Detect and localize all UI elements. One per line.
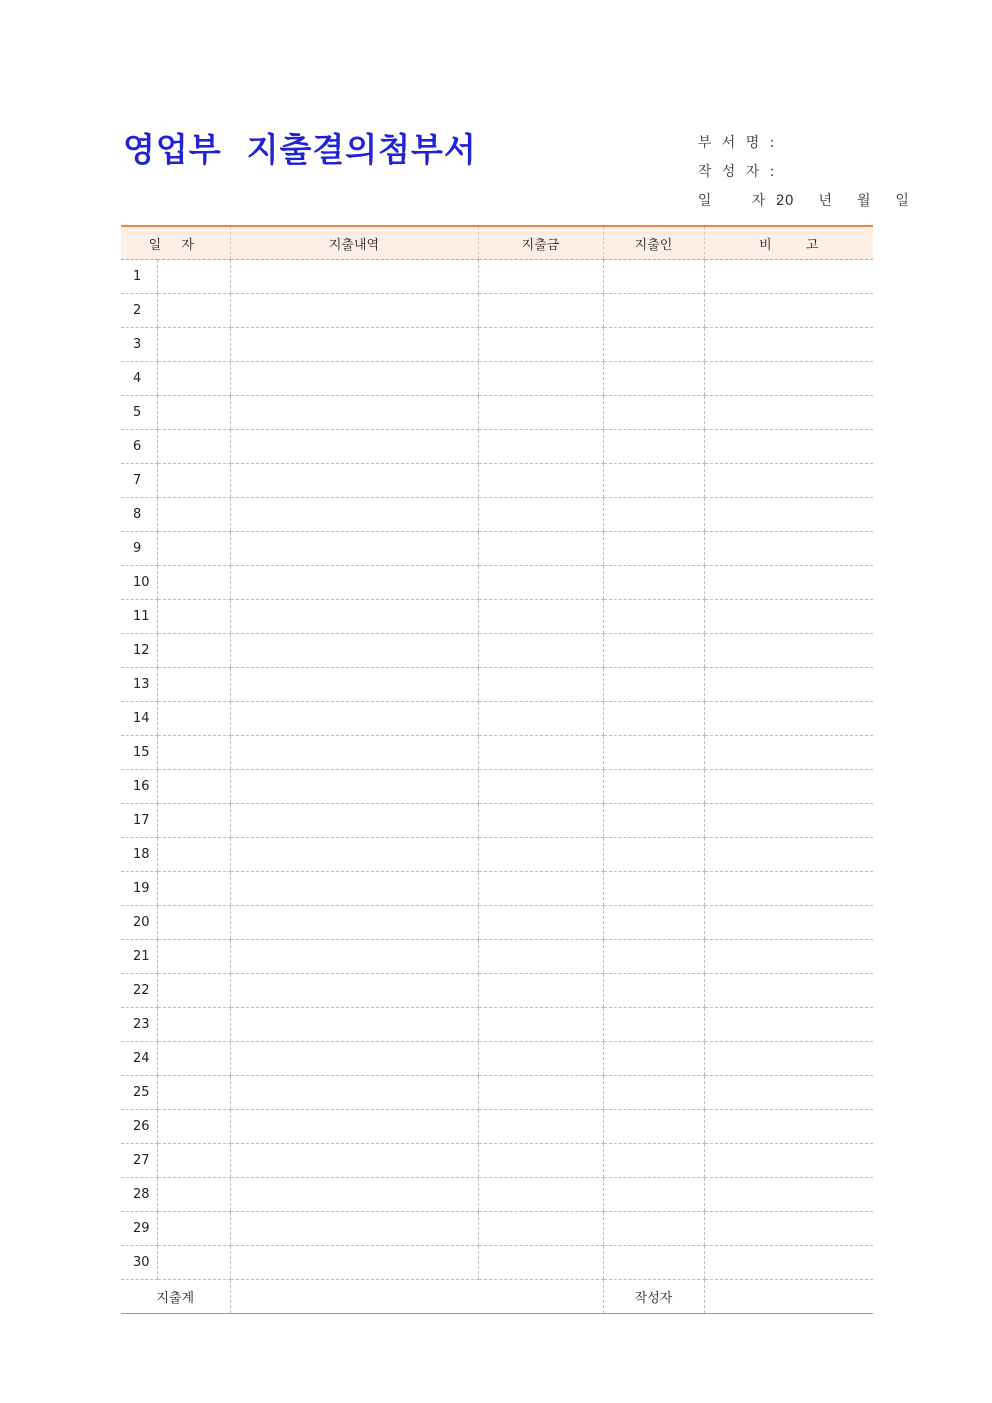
date-cell[interactable]: [157, 1110, 230, 1144]
remarks-cell[interactable]: [704, 1076, 873, 1110]
description-cell[interactable]: [230, 498, 478, 532]
spender-cell[interactable]: [603, 1178, 704, 1212]
table-row: [121, 940, 873, 974]
expense-table: [121, 225, 873, 1314]
spender-cell[interactable]: [603, 940, 704, 974]
table-row: [121, 634, 873, 668]
header-description: 지출내역: [230, 226, 478, 260]
amount-cell[interactable]: [478, 260, 603, 294]
amount-cell[interactable]: [478, 1212, 603, 1246]
row-number: 18: [121, 838, 157, 872]
amount-cell[interactable]: [478, 1178, 603, 1212]
row-number: 5: [121, 396, 157, 430]
amount-cell[interactable]: [478, 1008, 603, 1042]
description-cell[interactable]: [230, 736, 478, 770]
total-label: 지출계: [121, 1280, 230, 1314]
row-number: 29: [121, 1212, 157, 1246]
row-number: 16: [121, 770, 157, 804]
header-spender: 지출인: [603, 226, 704, 260]
amount-cell[interactable]: [478, 940, 603, 974]
table-body: [121, 260, 873, 1314]
total-writer-cell[interactable]: [704, 1280, 873, 1314]
row-number: 3: [121, 328, 157, 362]
spender-cell[interactable]: [603, 430, 704, 464]
amount-cell[interactable]: [478, 328, 603, 362]
remarks-cell[interactable]: [704, 736, 873, 770]
description-cell[interactable]: [230, 1144, 478, 1178]
remarks-cell[interactable]: [704, 430, 873, 464]
remarks-cell[interactable]: [704, 668, 873, 702]
date-cell[interactable]: [157, 770, 230, 804]
amount-cell[interactable]: [478, 1144, 603, 1178]
remarks-cell[interactable]: [704, 838, 873, 872]
amount-cell[interactable]: [478, 396, 603, 430]
amount-cell[interactable]: [478, 1076, 603, 1110]
date-cell[interactable]: [157, 362, 230, 396]
amount-cell[interactable]: [478, 974, 603, 1008]
row-number: 1: [121, 260, 157, 294]
spender-cell[interactable]: [603, 1246, 704, 1280]
date-cell[interactable]: [157, 974, 230, 1008]
table-row: [121, 1212, 873, 1246]
spender-cell[interactable]: [603, 464, 704, 498]
remarks-cell[interactable]: [704, 770, 873, 804]
amount-cell[interactable]: [478, 566, 603, 600]
spender-cell[interactable]: [603, 1076, 704, 1110]
row-number: 15: [121, 736, 157, 770]
table-row: [121, 328, 873, 362]
description-cell[interactable]: [230, 430, 478, 464]
description-cell[interactable]: [230, 906, 478, 940]
table-row: [121, 736, 873, 770]
table-row: [121, 396, 873, 430]
description-cell[interactable]: [230, 1212, 478, 1246]
description-cell[interactable]: [230, 1246, 478, 1280]
remarks-cell[interactable]: [704, 600, 873, 634]
row-number: 11: [121, 600, 157, 634]
remarks-cell[interactable]: [704, 1042, 873, 1076]
total-amount-cell[interactable]: [230, 1280, 603, 1314]
date-cell[interactable]: [157, 804, 230, 838]
amount-cell[interactable]: [478, 736, 603, 770]
amount-cell[interactable]: [478, 532, 603, 566]
remarks-cell[interactable]: [704, 532, 873, 566]
amount-cell[interactable]: [478, 702, 603, 736]
row-number: 14: [121, 702, 157, 736]
spender-cell[interactable]: [603, 396, 704, 430]
remarks-cell[interactable]: [704, 634, 873, 668]
table-row: [121, 1076, 873, 1110]
amount-cell[interactable]: [478, 838, 603, 872]
date-cell[interactable]: [157, 430, 230, 464]
dept-label: 부 서 명 :: [697, 135, 778, 151]
table-row: [121, 600, 873, 634]
description-cell[interactable]: [230, 872, 478, 906]
table-row: [121, 872, 873, 906]
description-cell[interactable]: [230, 396, 478, 430]
description-cell[interactable]: [230, 566, 478, 600]
spender-cell[interactable]: [603, 328, 704, 362]
description-cell[interactable]: [230, 770, 478, 804]
amount-cell[interactable]: [478, 668, 603, 702]
description-cell[interactable]: [230, 940, 478, 974]
spender-cell[interactable]: [603, 566, 704, 600]
row-number: 10: [121, 566, 157, 600]
row-number: 4: [121, 362, 157, 396]
row-number: 7: [121, 464, 157, 498]
row-number: 9: [121, 532, 157, 566]
date-cell[interactable]: [157, 294, 230, 328]
date-cell[interactable]: [157, 1008, 230, 1042]
row-number: 2: [121, 294, 157, 328]
description-cell[interactable]: [230, 532, 478, 566]
amount-cell[interactable]: [478, 634, 603, 668]
spender-cell[interactable]: [603, 1110, 704, 1144]
date-cell[interactable]: [157, 872, 230, 906]
spender-cell[interactable]: [603, 1144, 704, 1178]
date-cell[interactable]: [157, 532, 230, 566]
spender-cell[interactable]: [603, 804, 704, 838]
row-number: 19: [121, 872, 157, 906]
description-cell[interactable]: [230, 1008, 478, 1042]
date-cell[interactable]: [157, 1042, 230, 1076]
date-cell[interactable]: [157, 1144, 230, 1178]
amount-cell[interactable]: [478, 600, 603, 634]
spender-cell[interactable]: [603, 260, 704, 294]
spender-cell[interactable]: [603, 872, 704, 906]
table-row: [121, 362, 873, 396]
spender-cell[interactable]: [603, 600, 704, 634]
date-cell[interactable]: [157, 838, 230, 872]
remarks-cell[interactable]: [704, 1008, 873, 1042]
date-value: 20 년 월 일: [775, 193, 909, 209]
description-cell[interactable]: [230, 294, 478, 328]
date-cell[interactable]: [157, 702, 230, 736]
header-remarks: 비 고: [704, 226, 873, 260]
date-cell[interactable]: [157, 1178, 230, 1212]
table-row: [121, 974, 873, 1008]
row-number: 6: [121, 430, 157, 464]
amount-cell[interactable]: [478, 1042, 603, 1076]
remarks-cell[interactable]: [704, 906, 873, 940]
description-cell[interactable]: [230, 464, 478, 498]
spender-cell[interactable]: [603, 634, 704, 668]
row-number: 17: [121, 804, 157, 838]
table-row: [121, 294, 873, 328]
spender-cell[interactable]: [603, 702, 704, 736]
amount-cell[interactable]: [478, 872, 603, 906]
remarks-cell[interactable]: [704, 498, 873, 532]
row-number: 27: [121, 1144, 157, 1178]
amount-cell[interactable]: [478, 906, 603, 940]
remarks-cell[interactable]: [704, 872, 873, 906]
description-cell[interactable]: [230, 974, 478, 1008]
description-cell[interactable]: [230, 260, 478, 294]
spender-cell[interactable]: [603, 1008, 704, 1042]
header-date: 일 자: [121, 226, 230, 260]
date-cell[interactable]: [157, 396, 230, 430]
description-cell[interactable]: [230, 838, 478, 872]
table-row: [121, 532, 873, 566]
remarks-cell[interactable]: [704, 464, 873, 498]
table-row: [121, 1008, 873, 1042]
description-cell[interactable]: [230, 362, 478, 396]
spender-cell[interactable]: [603, 1042, 704, 1076]
date-cell[interactable]: [157, 566, 230, 600]
date-cell[interactable]: [157, 328, 230, 362]
spender-cell[interactable]: [603, 906, 704, 940]
remarks-cell[interactable]: [704, 328, 873, 362]
date-label: 일 자 :: [697, 193, 784, 209]
header-amount: 지출금: [478, 226, 603, 260]
table-row: [121, 430, 873, 464]
spender-cell[interactable]: [603, 838, 704, 872]
row-number: 26: [121, 1110, 157, 1144]
remarks-cell[interactable]: [704, 940, 873, 974]
row-number: 20: [121, 906, 157, 940]
amount-cell[interactable]: [478, 294, 603, 328]
remarks-cell[interactable]: [704, 1178, 873, 1212]
remarks-cell[interactable]: [704, 396, 873, 430]
remarks-cell[interactable]: [704, 1246, 873, 1280]
remarks-cell[interactable]: [704, 566, 873, 600]
total-writer-label: 작성자: [603, 1280, 704, 1314]
row-number: 12: [121, 634, 157, 668]
amount-cell[interactable]: [478, 804, 603, 838]
table-row: [121, 1144, 873, 1178]
table-row: [121, 906, 873, 940]
remarks-cell[interactable]: [704, 1110, 873, 1144]
spender-cell[interactable]: [603, 668, 704, 702]
date-cell[interactable]: [157, 906, 230, 940]
date-cell[interactable]: [157, 1246, 230, 1280]
table-row: [121, 498, 873, 532]
spender-cell[interactable]: [603, 294, 704, 328]
description-cell[interactable]: [230, 1110, 478, 1144]
spender-cell[interactable]: [603, 736, 704, 770]
date-cell[interactable]: [157, 260, 230, 294]
row-number: 24: [121, 1042, 157, 1076]
remarks-cell[interactable]: [704, 362, 873, 396]
amount-cell[interactable]: [478, 430, 603, 464]
document-info: [680, 100, 909, 209]
table-row: [121, 1042, 873, 1076]
date-cell[interactable]: [157, 736, 230, 770]
row-number: 22: [121, 974, 157, 1008]
spender-cell[interactable]: [603, 362, 704, 396]
remarks-cell[interactable]: [704, 974, 873, 1008]
remarks-cell[interactable]: [704, 702, 873, 736]
remarks-cell[interactable]: [704, 260, 873, 294]
date-cell[interactable]: [157, 464, 230, 498]
description-cell[interactable]: [230, 600, 478, 634]
row-number: 13: [121, 668, 157, 702]
row-number: 23: [121, 1008, 157, 1042]
table-row: [121, 804, 873, 838]
table-row: [121, 770, 873, 804]
description-cell[interactable]: [230, 1042, 478, 1076]
amount-cell[interactable]: [478, 1110, 603, 1144]
date-cell[interactable]: [157, 498, 230, 532]
total-row: [121, 1280, 873, 1314]
date-cell[interactable]: [157, 1076, 230, 1110]
writer-label: 작 성 자 :: [697, 164, 778, 180]
amount-cell[interactable]: [478, 362, 603, 396]
table-row: [121, 668, 873, 702]
table-row: [121, 838, 873, 872]
row-number: 30: [121, 1246, 157, 1280]
spender-cell[interactable]: [603, 498, 704, 532]
date-cell[interactable]: [157, 668, 230, 702]
date-cell[interactable]: [157, 600, 230, 634]
remarks-cell[interactable]: [704, 1144, 873, 1178]
table-row: [121, 566, 873, 600]
table-row: [121, 702, 873, 736]
date-cell[interactable]: [157, 1212, 230, 1246]
table-row: [121, 260, 873, 294]
remarks-cell[interactable]: [704, 1212, 873, 1246]
table-row: [121, 1178, 873, 1212]
page-title: 영업부 지출결의첨부서: [123, 130, 477, 169]
spender-cell[interactable]: [603, 974, 704, 1008]
spender-cell[interactable]: [603, 532, 704, 566]
amount-cell[interactable]: [478, 770, 603, 804]
spender-cell[interactable]: [603, 1212, 704, 1246]
amount-cell[interactable]: [478, 1246, 603, 1280]
remarks-cell[interactable]: [704, 804, 873, 838]
description-cell[interactable]: [230, 1178, 478, 1212]
description-cell[interactable]: [230, 328, 478, 362]
row-number: 25: [121, 1076, 157, 1110]
date-cell[interactable]: [157, 634, 230, 668]
description-cell[interactable]: [230, 1076, 478, 1110]
row-number: 21: [121, 940, 157, 974]
dept-row: [680, 100, 909, 151]
amount-cell[interactable]: [478, 498, 603, 532]
table-header-row: [121, 226, 873, 260]
description-cell[interactable]: [230, 702, 478, 736]
row-number: 8: [121, 498, 157, 532]
description-cell[interactable]: [230, 634, 478, 668]
remarks-cell[interactable]: [704, 294, 873, 328]
table-row: [121, 1246, 873, 1280]
amount-cell[interactable]: [478, 464, 603, 498]
spender-cell[interactable]: [603, 770, 704, 804]
description-cell[interactable]: [230, 668, 478, 702]
table-row: [121, 464, 873, 498]
table-row: [121, 1110, 873, 1144]
date-cell[interactable]: [157, 940, 230, 974]
description-cell[interactable]: [230, 804, 478, 838]
row-number: 28: [121, 1178, 157, 1212]
